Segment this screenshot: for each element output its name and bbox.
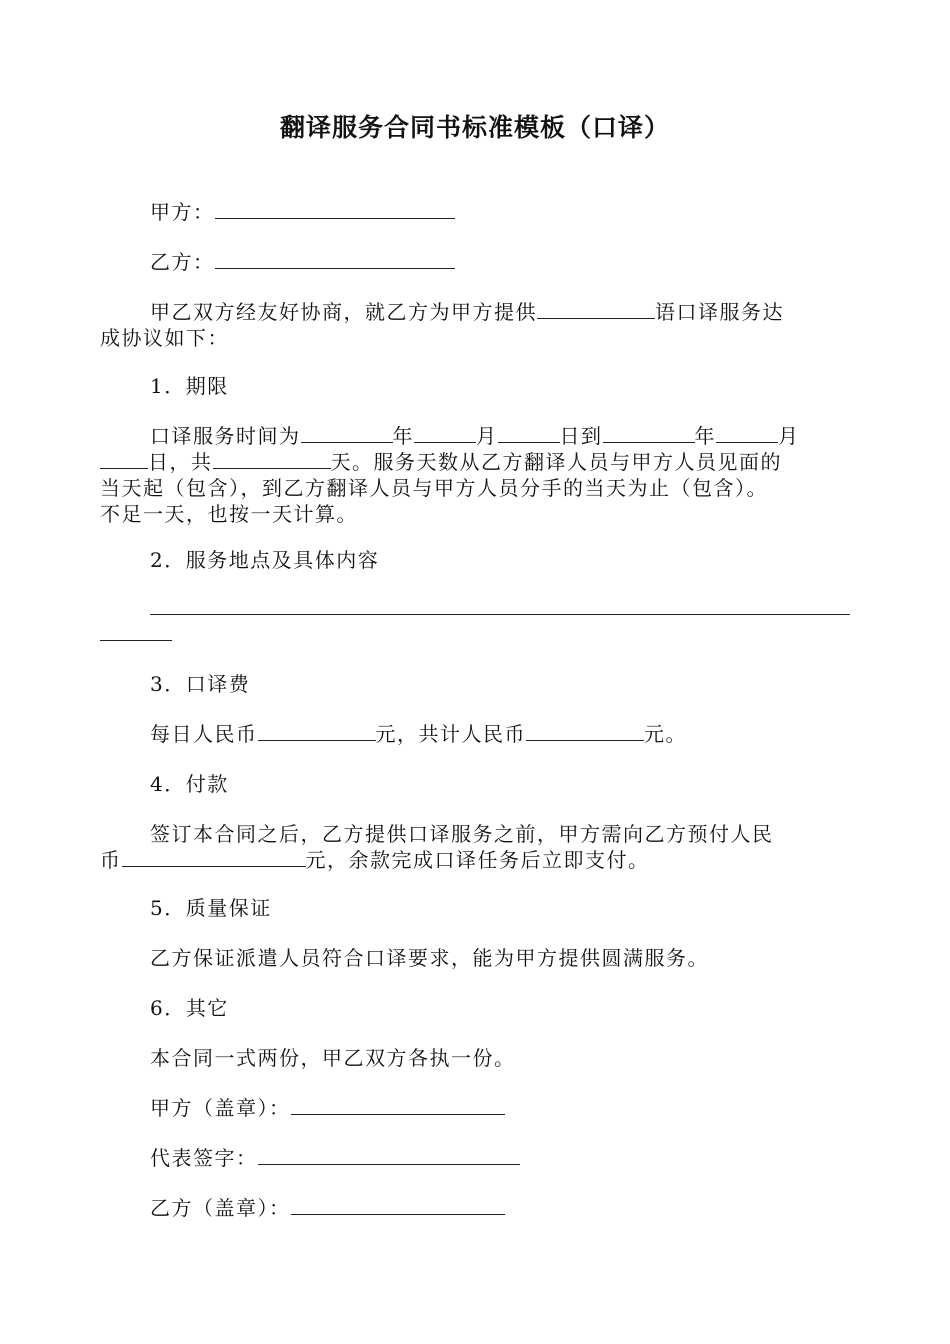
party-a-label: 甲方： xyxy=(150,200,215,224)
days-rule-text: 天。服务天数从乙方翻译人员与甲方人员见面的 xyxy=(330,450,782,474)
section1-line-3: 当天起（包含），到乙方翻译人员与甲方人员分手的当天为止（包含）。 xyxy=(100,476,768,500)
section1-line-1 xyxy=(150,424,860,448)
daily-fee-label: 每日人民币 xyxy=(150,722,258,746)
party-a-blank[interactable] xyxy=(215,200,455,219)
daily-fee-blank[interactable] xyxy=(258,722,376,741)
section5-heading: 5．质量保证 xyxy=(150,896,272,920)
section3-heading: 3．口译费 xyxy=(150,672,251,696)
day-total-label: 日，共 xyxy=(148,450,213,474)
section6-heading: 6．其它 xyxy=(150,996,229,1020)
section3-body xyxy=(150,722,860,746)
currency-label: 币 xyxy=(100,848,122,872)
start-day-blank[interactable] xyxy=(498,424,560,443)
service-time-label: 口译服务时间为 xyxy=(150,424,301,448)
party-a-line xyxy=(150,200,860,224)
language-blank[interactable] xyxy=(537,300,655,319)
end-day-blank[interactable] xyxy=(100,450,148,469)
section4-line-2 xyxy=(100,848,860,872)
month-label-2: 月 xyxy=(778,424,800,448)
party-a-seal-line xyxy=(150,1096,860,1120)
party-b-blank[interactable] xyxy=(215,250,455,269)
party-b-seal-line xyxy=(150,1196,860,1220)
total-fee-label: 元，共计人民币 xyxy=(375,722,526,746)
prepayment-blank[interactable] xyxy=(122,848,306,867)
balance-text: 元，余款完成口译任务后立即支付。 xyxy=(305,848,650,872)
section1-line-2 xyxy=(100,450,860,474)
rep-sign-blank[interactable] xyxy=(258,1146,520,1165)
year-label-2: 年 xyxy=(694,424,716,448)
end-year-blank[interactable] xyxy=(603,424,695,443)
rep-sign-line xyxy=(150,1146,860,1170)
end-month-blank[interactable] xyxy=(716,424,778,443)
day-to-label: 日到 xyxy=(559,424,603,448)
start-year-blank[interactable] xyxy=(301,424,393,443)
party-b-seal-label: 乙方（盖章）： xyxy=(150,1196,291,1220)
intro-line-2: 成协议如下： xyxy=(100,326,229,350)
section5-body: 乙方保证派遣人员符合口译要求，能为甲方提供圆满服务。 xyxy=(150,946,709,970)
document-title: 翻译服务合同书标准模板（口译） xyxy=(279,113,670,142)
section1-line-4: 不足一天，也按一天计算。 xyxy=(100,502,358,526)
rep-sign-label: 代表签字： xyxy=(150,1146,258,1170)
yuan-end-label: 元。 xyxy=(644,722,687,746)
section4-heading: 4．付款 xyxy=(150,772,229,796)
total-days-blank[interactable] xyxy=(213,450,331,469)
party-a-seal-label: 甲方（盖章）： xyxy=(150,1096,291,1120)
service-location-blank[interactable] xyxy=(150,614,850,615)
party-b-seal-blank[interactable] xyxy=(291,1196,505,1215)
party-b-line xyxy=(150,250,860,274)
start-month-blank[interactable] xyxy=(414,424,476,443)
intro-line-1 xyxy=(150,300,860,324)
total-fee-blank[interactable] xyxy=(526,722,644,741)
section6-body: 本合同一式两份，甲乙双方各执一份。 xyxy=(150,1046,516,1070)
party-b-label: 乙方： xyxy=(150,250,215,274)
section2-heading: 2．服务地点及具体内容 xyxy=(150,548,380,572)
section4-line-1: 签订本合同之后，乙方提供口译服务之前，甲方需向乙方预付人民 xyxy=(150,822,774,846)
year-label: 年 xyxy=(392,424,414,448)
intro-text-post: 语口译服务达 xyxy=(655,300,784,324)
month-label: 月 xyxy=(476,424,498,448)
service-location-blank-cont[interactable] xyxy=(100,640,172,641)
section1-heading: 1．期限 xyxy=(150,374,229,398)
party-a-seal-blank[interactable] xyxy=(291,1096,505,1115)
intro-text-pre: 甲乙双方经友好协商，就乙方为甲方提供 xyxy=(150,300,537,324)
